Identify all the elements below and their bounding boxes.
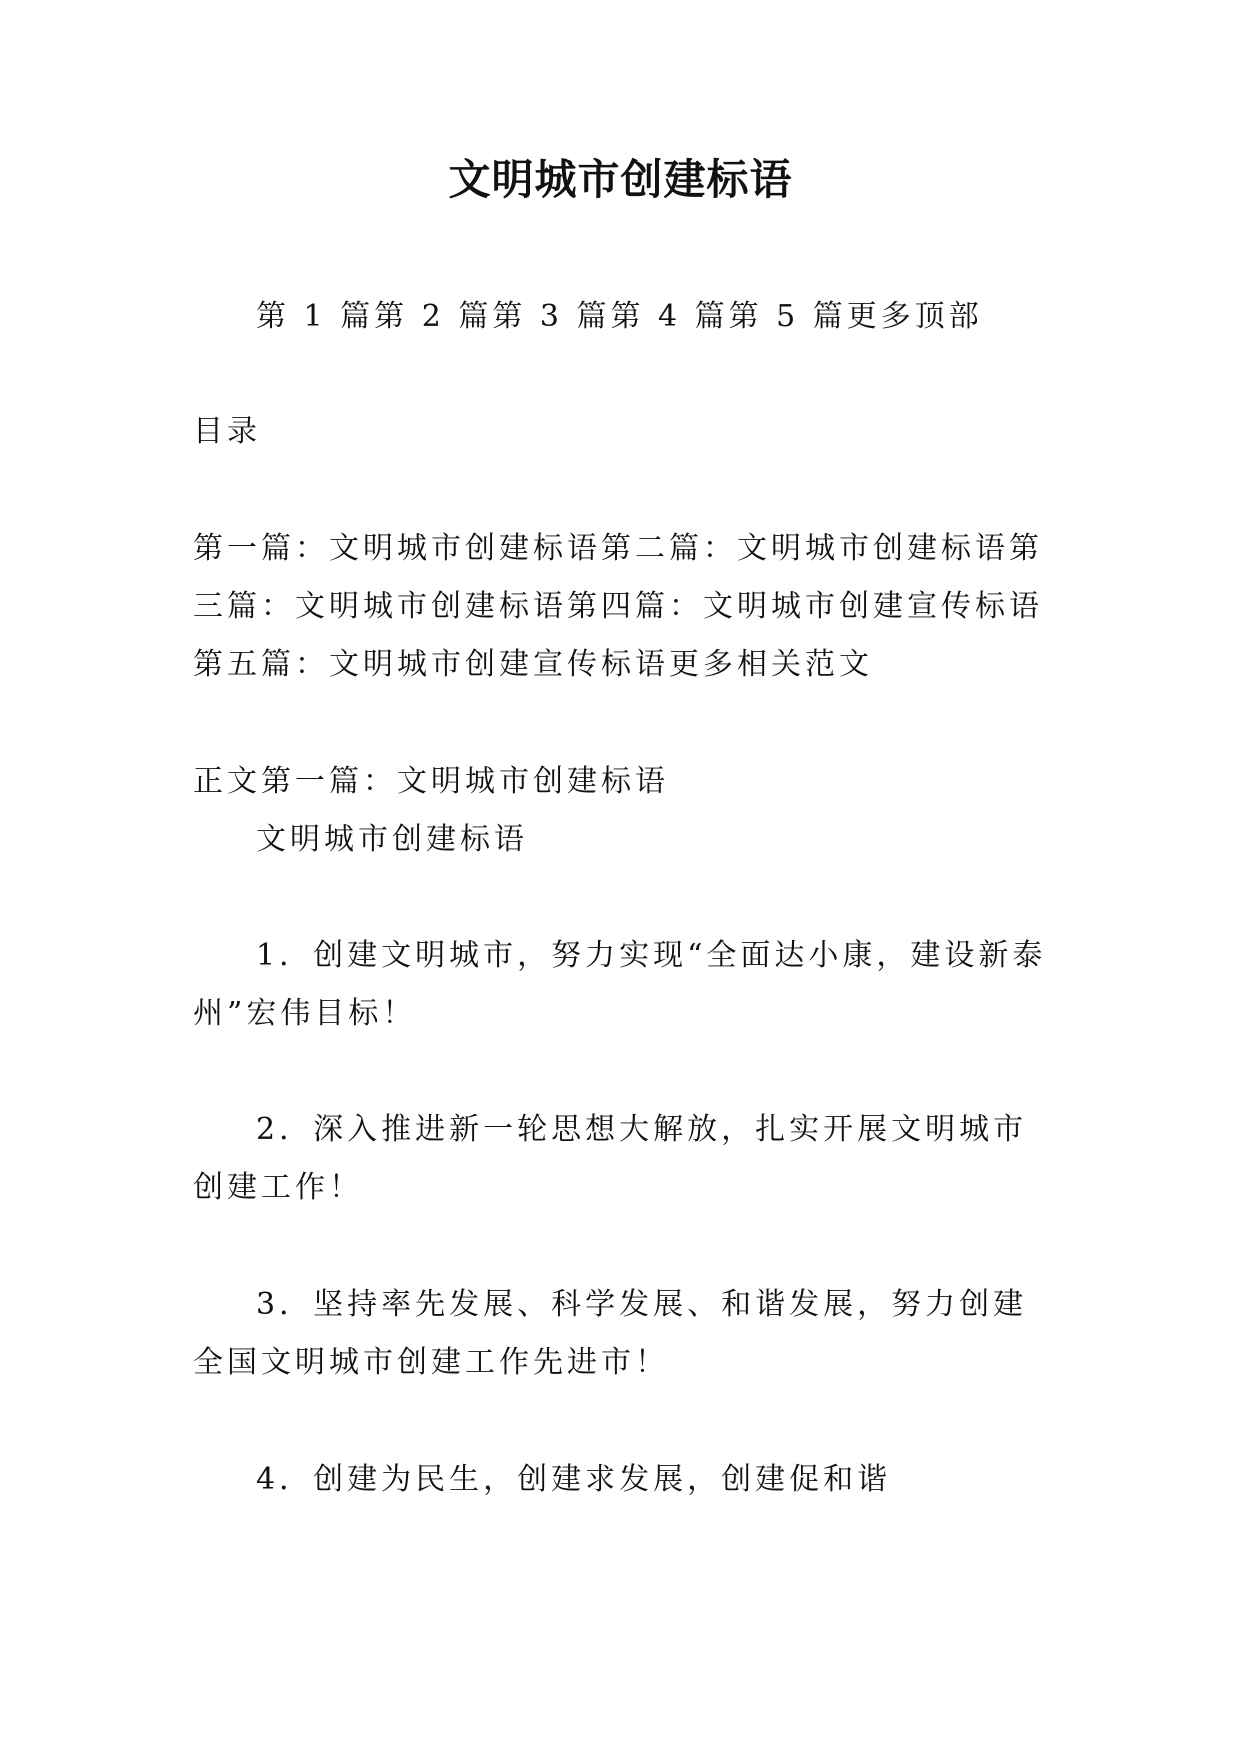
toc-body: 第一篇：文明城市创建标语第二篇：文明城市创建标语第三篇：文明城市创建标语第四篇：文明城市创建宣传标语第五篇：文明城市创建宣传标语更多相关范文 xyxy=(193,531,1043,682)
article-subtitle: 文明城市创建标语 xyxy=(256,822,528,857)
chapter-nav-links[interactable]: 第 1 篇第 2 篇第 3 篇第 4 篇第 5 篇更多顶部 xyxy=(256,299,983,334)
main-text-heading: 正文第一篇：文明城市创建标语 xyxy=(193,764,669,799)
document-title: 文明城市创建标语 xyxy=(448,155,793,204)
slogan-item-1: 1．创建文明城市，努力实现“全面达小康，建设新泰州”宏伟目标！ xyxy=(193,938,1047,1031)
slogan-item-4: 4．创建为民生，创建求发展，创建促和谐 xyxy=(256,1462,892,1497)
slogan-item-2: 2．深入推进新一轮思想大解放，扎实开展文明城市创建工作！ xyxy=(193,1112,1028,1205)
slogan-item-3: 3．坚持率先发展、科学发展、和谐发展，努力创建全国文明城市创建工作先进市！ xyxy=(193,1287,1028,1380)
toc-heading: 目录 xyxy=(193,414,261,449)
